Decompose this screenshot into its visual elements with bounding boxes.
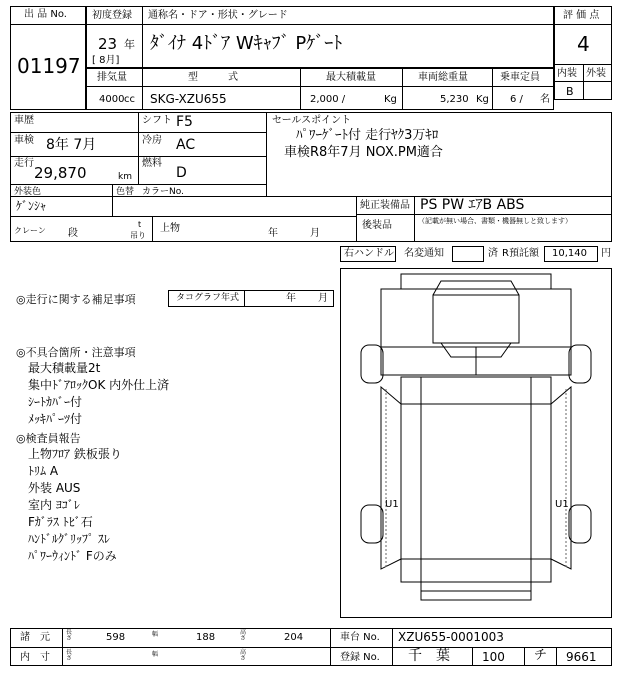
inspector-item: ﾊﾟﾜｰｳｨﾝﾄﾞ Fのみ [28, 549, 117, 563]
inspector-item: 外装 AUS [28, 481, 81, 495]
dims-label: 諸 元 [20, 632, 50, 643]
first-reg-year: 23 [98, 35, 118, 53]
inspection-value: 8年 7月 [46, 137, 97, 153]
aftermarket-note: （記載が無い場合、書類・機器無しと致します） [418, 217, 572, 225]
crane-label: クレーン [14, 226, 46, 235]
crane-t: t [138, 220, 142, 229]
first-reg-label: 初度登録 [92, 10, 132, 21]
fuel-label: 燃料 [142, 158, 162, 169]
max-load-unit: Kg [384, 94, 397, 105]
sales-point-line-1: ﾊﾟﾜｰｹﾞｰﾄ付 走行ﾔｸ3万ｷﾛ [296, 128, 439, 143]
lot-number: 01197 [17, 54, 81, 78]
equipment-value: PS PW ｴｱB ABS [420, 197, 525, 213]
inner-length-label: 長さ [66, 649, 73, 662]
reg-number: 9661 [566, 650, 597, 664]
interior-score: B [566, 85, 574, 98]
sales-point-line-2: 車検R8年7月 NOX.PM適合 [284, 145, 443, 160]
displacement-unit: cc [124, 94, 135, 105]
width-label: 幅 [152, 631, 159, 638]
inner-height-label: 高さ [240, 649, 247, 662]
history-label: 車歴 [14, 115, 34, 126]
uwamono-label: 上物 [160, 223, 180, 234]
inspector-item: Fｶﾞﾗｽ ﾄﾋﾞ石 [28, 515, 93, 529]
color-no-label: カラーNo. [142, 187, 184, 197]
gross-weight-label: 車両総重量 [418, 72, 468, 83]
damage-mark-left: U1 [385, 499, 399, 510]
inspector-list [28, 446, 122, 565]
reg-kana: チ [534, 648, 548, 663]
uwamono-month: 月 [310, 228, 320, 239]
truck-outline-diagram [341, 269, 611, 617]
gross-weight-unit: Kg [476, 94, 489, 105]
width-value: 188 [196, 632, 216, 643]
supplement-label: ◎走行に関する補足事項 [16, 293, 136, 306]
reg-label: 登録 No. [340, 652, 380, 663]
uwamono-year: 年 [268, 228, 278, 239]
color-change-label: 色替 [116, 187, 135, 197]
vehicle-name: ﾀﾞｲﾅ 4ﾄﾞｱ Wｷｬﾌﾞ Pｹﾞｰﾄ [150, 33, 343, 54]
mileage-label: 走行 [14, 158, 34, 169]
change-notice-box [452, 246, 484, 262]
aftermarket-label: 後装品 [362, 220, 392, 231]
displacement-value: 4000 [99, 94, 125, 105]
first-reg-month: [ 8月] [92, 55, 120, 66]
gross-weight-value: 5,230 [440, 94, 469, 105]
inspector-label: ◎検査員報告 [16, 432, 81, 445]
inner-width-label: 幅 [152, 651, 159, 658]
chassis-value: XZU655-0001003 [398, 630, 504, 644]
height-value: 204 [284, 632, 304, 643]
score-label: 評 価 点 [563, 10, 600, 21]
tacho-label: タコグラフ年式 [176, 293, 240, 303]
recycle-fee-value: 10,140 [552, 248, 587, 259]
inspection-label: 車検 [14, 135, 34, 146]
recycle-done-label: 済 [488, 248, 498, 259]
exterior-label: 外装 [586, 68, 606, 79]
crane-dan: 段 [68, 228, 78, 239]
name-header: 通称名・ドア・形状・グレード [148, 10, 288, 21]
interior-label: 内装 [557, 68, 577, 79]
tacho-month: 月 [318, 293, 328, 304]
change-notice-label: 名変通知 [404, 248, 444, 259]
defects-list [28, 360, 169, 428]
crane-tsuri: 吊り [130, 231, 146, 240]
inspector-item: 上物ﾌﾛｱ 鉄板張り [28, 447, 122, 461]
reg-class: 100 [482, 650, 505, 664]
sales-point-label: セールスポイント [272, 115, 352, 126]
tacho-year: 年 [286, 293, 296, 304]
ac-label: 冷房 [142, 135, 162, 146]
length-label: 長さ [66, 629, 73, 642]
score-value: 4 [577, 32, 590, 56]
model-value: SKG-XZU655 [150, 92, 227, 106]
displacement-label: 排気量 [97, 72, 127, 83]
inspector-item: ﾄﾘﾑ A [28, 464, 59, 478]
capacity-unit: 名 [540, 94, 550, 105]
chassis-label: 車台 No. [340, 632, 380, 643]
recycle-fee-unit: 円 [601, 248, 611, 259]
lot-label: 出 品 No. [24, 9, 67, 20]
height-label: 高さ [240, 629, 247, 642]
reg-area: 千 葉 [408, 648, 450, 664]
mileage-value: 29,870 [34, 164, 87, 182]
recycle-fee-label: R預託額 [502, 248, 539, 259]
ext-color-value: ｹﾞﾝｼｬ [16, 199, 47, 213]
shift-label: シフト [142, 115, 172, 126]
damage-diagram [340, 268, 612, 618]
defect-item: ﾒｯｷﾊﾟｰﾂ付 [28, 412, 83, 426]
ext-color-label: 外装色 [14, 187, 42, 197]
max-load-value: 2,000 / [310, 94, 346, 105]
equipment-label: 純正装備品 [360, 200, 410, 211]
defect-item: 集中ﾄﾞｱﾛｯｸOK 内外仕上済 [28, 378, 170, 392]
max-load-label: 最大積載量 [326, 72, 376, 83]
inspector-item: ﾊﾝﾄﾞﾙｸﾞﾘｯﾌﾟ ｽﾚ [28, 532, 110, 546]
damage-mark-right: U1 [555, 499, 569, 510]
ac-value: AC [176, 137, 196, 153]
defect-item: ｼｰﾄｶﾊﾞｰ付 [28, 395, 83, 409]
inner-dims-label: 内 寸 [20, 652, 50, 663]
shift-value: F5 [176, 114, 193, 130]
defects-label: ◎不具合箇所・注意事項 [16, 346, 136, 359]
steering-value: 右ハンドル [344, 248, 394, 259]
year-unit: 年 [124, 38, 135, 51]
model-label: 型 式 [188, 72, 238, 83]
fuel-value: D [176, 165, 187, 181]
capacity-value: 6 / [510, 94, 523, 105]
mileage-unit: km [118, 172, 132, 182]
inspector-item: 室内 ﾖｺﾞﾚ [28, 498, 80, 512]
capacity-label: 乗車定員 [500, 72, 540, 83]
length-value: 598 [106, 632, 126, 643]
defect-item: 最大積載量2t [28, 361, 101, 375]
